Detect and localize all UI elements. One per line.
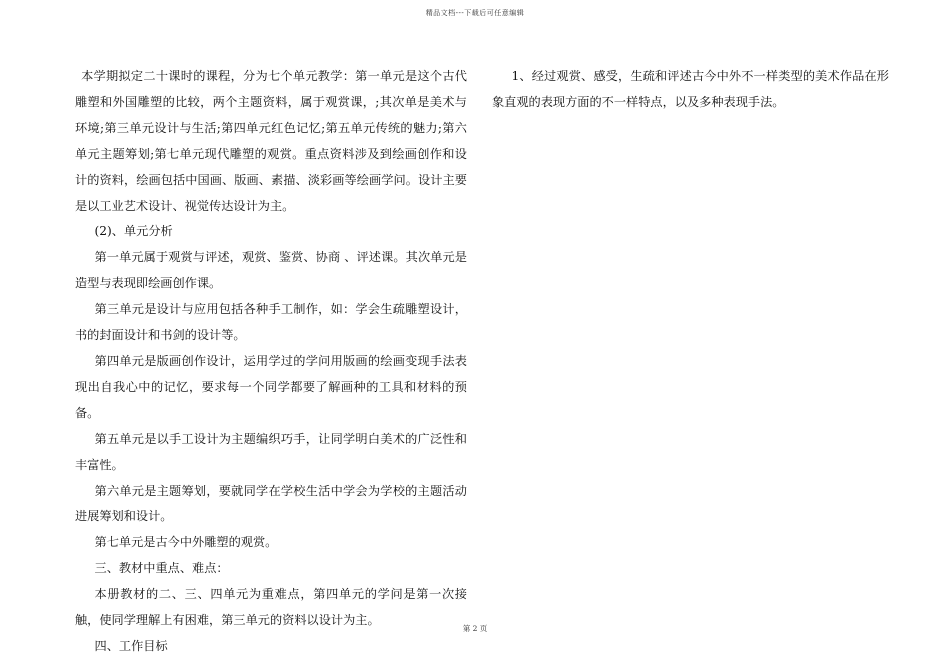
paragraph-unit-1-2: 第一单元属于观赏与评述，观赏、鉴赏、协商 、评述课。其次单元是造型与表现即绘画创作课。: [75, 250, 467, 291]
page-header: 精品文档---下载后可任意编辑: [425, 9, 525, 17]
heading-unit-analysis: (2)、单元分析: [94, 224, 173, 239]
paragraph-unit-6: 第六单元是主题筹划，要就同学在学校生活中学会为学校的主题活动进展筹划和设计。: [75, 483, 467, 524]
paragraph-unit-3: 第三单元是设计与应用包括各种手工制作，如：学会生疏雕塑设计，书的封面设计和书剑的设计等。: [75, 302, 467, 343]
paragraph-unit-4: 第四单元是版画创作设计，运用学过的学问用版画的绘画变现手法表现出自我心中的记忆，要求每一个同学都要了解画种的工具和材料的预备。: [75, 353, 467, 420]
paragraph-unit-5: 第五单元是以手工设计为主题编织巧手，让同学明白美术的广泛性和丰富性。: [75, 431, 467, 472]
paragraph-key-points: 本册教材的二、三、四单元为重难点，第四单元的学问是第一次接触，使同学理解上有困难，第三单元的资料以设计为主。: [75, 587, 467, 628]
paragraph-course-overview: 本学期拟定二十课时的课程，分为七个单元教学：第一单元是这个古代雕塑和外国雕塑的比较，两个主题资料，属于观赏课，;其次单是美术与环境;第三单元设计与生活;第四单元红色记忆;第五单元传统的魅力;第六单元主题筹划;第七单元现代雕塑的观赏。重点资料涉及到绘画创作和设计的资料，绘画包括中国画、版画、素描、淡彩画等绘画学问。设计主要是以工业艺术设计、视觉传达设计为主。: [75, 69, 467, 213]
paragraph-goal-1: 1、经过观赏、感受，生疏和评述古今中外不一样类型的美术作品在形象直观的表现方面的不一样特点，以及多种表现手法。: [492, 69, 889, 109]
paragraph-unit-7: 第七单元是古今中外雕塑的观赏。: [94, 535, 278, 550]
page-number: 第 2 页: [462, 624, 488, 633]
right-column: [492, 64, 889, 116]
heading-key-points: 三、教材中重点、难点：: [94, 561, 229, 576]
heading-work-goals: 四、工作目标: [94, 638, 168, 653]
left-column: [75, 64, 467, 660]
